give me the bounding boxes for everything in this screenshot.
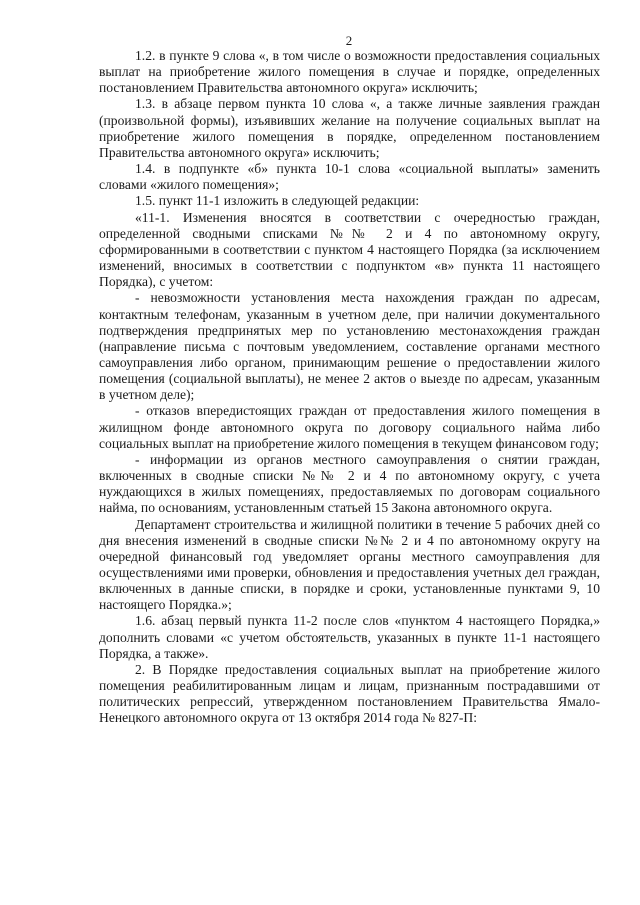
paragraph-1-5: 1.5. пункт 11-1 изложить в следующей редакции:	[135, 193, 420, 209]
document-body	[99, 48, 600, 727]
paragraph-bullet-1: - невозможности установления места нахождения граждан по адресам, контактным телефонам, указанным в учетном деле, при наличии документального подтверждения предпринятых мер по установлению местонахождения граждан (направление письма с почтовым уведомлением, составление органами местного самоуправления либо органом, принимающим решение о предоставлении жилого помещения (социальной выплаты), не менее 2 актов о выезде по адресам, указанным в учетном деле);	[99, 290, 600, 403]
paragraph-1-3: 1.3. в абзаце первом пункта 10 слова «, а также личные заявления граждан (произвольной формы), изъявивших желание на получение социальных выплат на приобретение жилого помещения в порядке, определенном постановлением Правительства автономного округа» исключить;	[99, 96, 600, 160]
paragraph-2: 2. В Порядке предоставления социальных выплат на приобретение жилого помещения реабилитированным лицам и лицам, признанным пострадавшими от политических репрессий, утвержденном постановлением Правительства Ямало-Ненецкого автономного округа от 13 октября 2014 года № 827-П:	[99, 661, 600, 726]
paragraph-1-4: 1.4. в подпункте «б» пункта 10-1 слова «социальной выплаты» заменить словами «жилого помещения»;	[99, 161, 600, 193]
paragraph-1-6: 1.6. абзац первый пункта 11-2 после слов «пунктом 4 настоящего Порядка,» дополнить словами «с учетом обстоятельств, указанных в пункте 11-1 настоящего Порядка, а также».	[99, 613, 600, 661]
paragraph-bullet-3: - информации из органов местного самоуправления о снятии граждан, включенных в сводные списки №№ 2 и 4 по автономному округу, с учета нуждающихся в жилых помещениях, предоставляемых по договорам социального найма, по основаниям, установленным статьей 15 Закона автономного округа.	[99, 451, 600, 516]
page-number: 2	[345, 33, 353, 48]
paragraph-bullet-2: - отказов впередистоящих граждан от предоставления жилого помещения в жилищном фонде автономного округа по договору социального найма либо социальных выплат на приобретение жилого помещения в текущем финансовом году;	[99, 403, 600, 451]
paragraph-department: Департамент строительства и жилищной политики в течение 5 рабочих дней со дня внесения изменений в сводные списки №№ 2 и 4 по автономному округу на очередной финансовый год уведомляет органы местного самоуправления для осуществлениями ими проверки, обновления и предоставления учетных дел граждан, включенных в данные списки, в порядке и сроки, установленные пунктами 9, 10 настоящего Порядка.»;	[99, 516, 600, 613]
paragraph-1-2: 1.2. в пункте 9 слова «, в том числе о возможности предоставления социальных выплат на приобретение жилого помещения в случае и порядке, определенных постановлением Правительства автономного округа» исключить;	[99, 48, 600, 96]
paragraph-11-1: «11-1. Изменения вносятся в соответствии с очередностью граждан, определенной сводными списками №№ 2 и 4 по автономному округу, сформированными в соответствии с пунктом 4 настоящего Порядка (за исключением изменений, вносимых в соответствии с подпунктом «в» пункта 11 настоящего Порядка), с учетом:	[99, 209, 600, 290]
